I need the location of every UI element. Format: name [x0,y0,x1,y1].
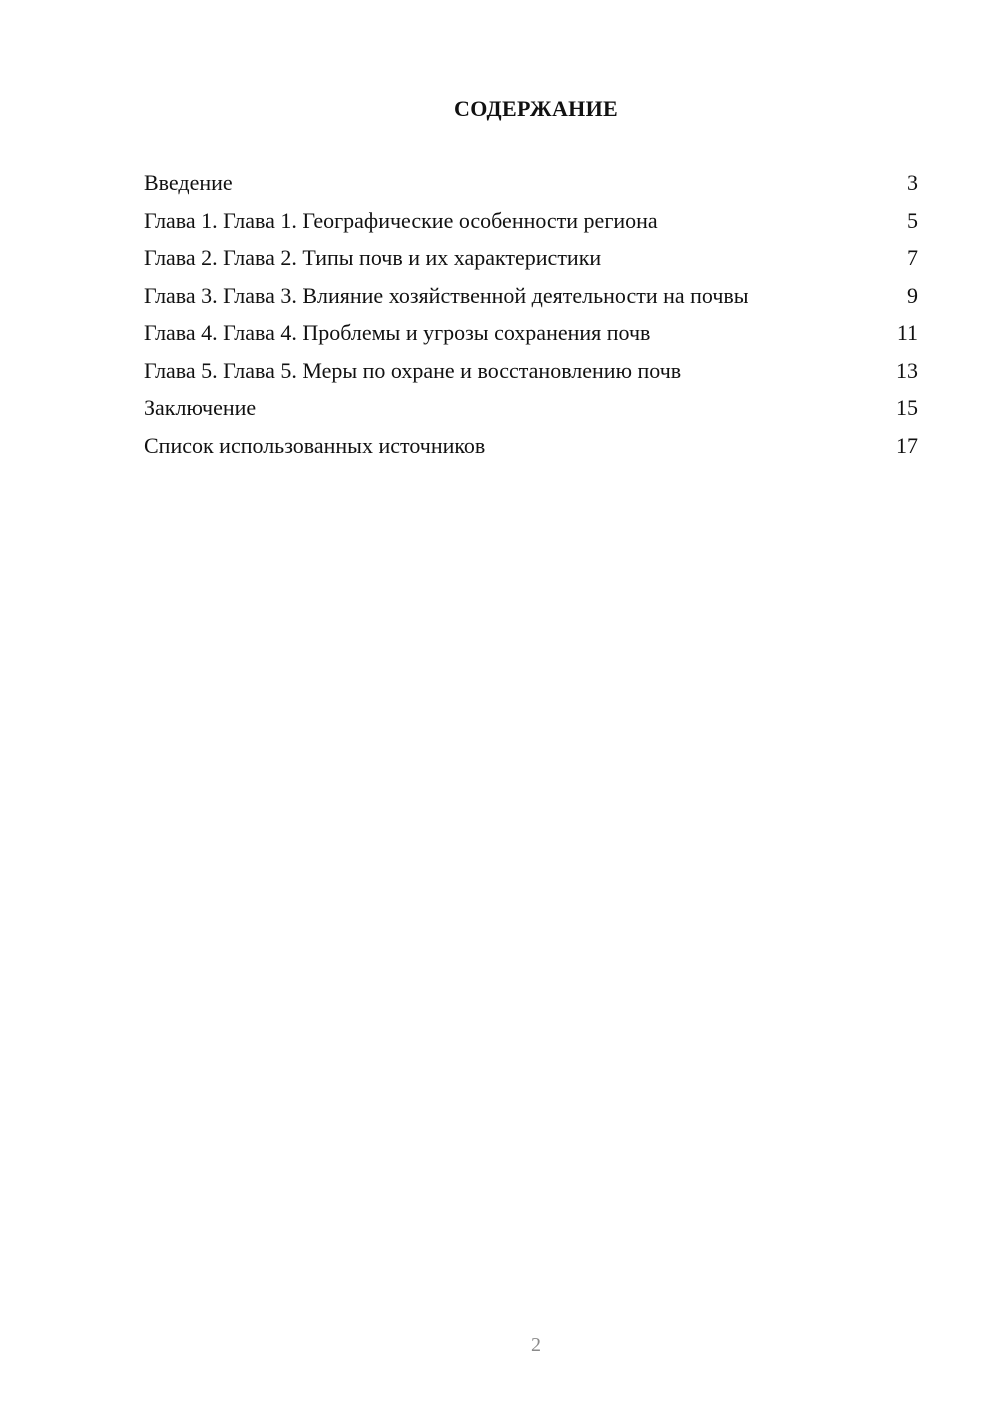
toc-entry-chapter-5 [144,358,918,384]
toc-entry-page: 3 [907,170,918,195]
toc-entry-chapter-2 [144,245,918,271]
toc-entry-page: 5 [907,207,918,233]
toc-entry-label: Введение [144,170,233,195]
toc-entry-conclusion [144,395,918,421]
toc-entry-label: Глава 1. Глава 1. Географические особенности региона [144,207,658,233]
toc-entry-page: 7 [907,245,918,270]
toc-entry-page: 9 [907,282,918,308]
toc-title: СОДЕРЖАНИЕ [454,96,618,121]
toc-entry-references [144,433,918,459]
toc-entry-chapter-3 [144,283,918,309]
toc-entry-label: Глава 2. Глава 2. Типы почв и их характеристики [144,245,602,270]
page-number: 2 [531,1334,541,1356]
toc-entry-page: 17 [896,432,918,458]
toc-entry-label: Заключение [144,395,257,420]
toc-entry-label: Глава 3. Глава 3. Влияние хозяйственной деятельности на почвы [144,282,749,308]
toc-entry-label: Глава 5. Глава 5. Меры по охране и восстановлению почв [144,357,682,383]
table-of-contents [144,170,918,470]
toc-entry-chapter-1 [144,208,918,234]
toc-entry-introduction [144,170,918,196]
toc-entry-chapter-4 [144,320,918,346]
toc-entry-page: 13 [896,357,918,383]
toc-entry-label: Список использованных источников [144,432,486,458]
toc-entry-page: 15 [896,395,918,420]
toc-entry-label: Глава 4. Глава 4. Проблемы и угрозы сохранения почв [144,320,651,345]
toc-entry-page: 11 [896,320,918,345]
